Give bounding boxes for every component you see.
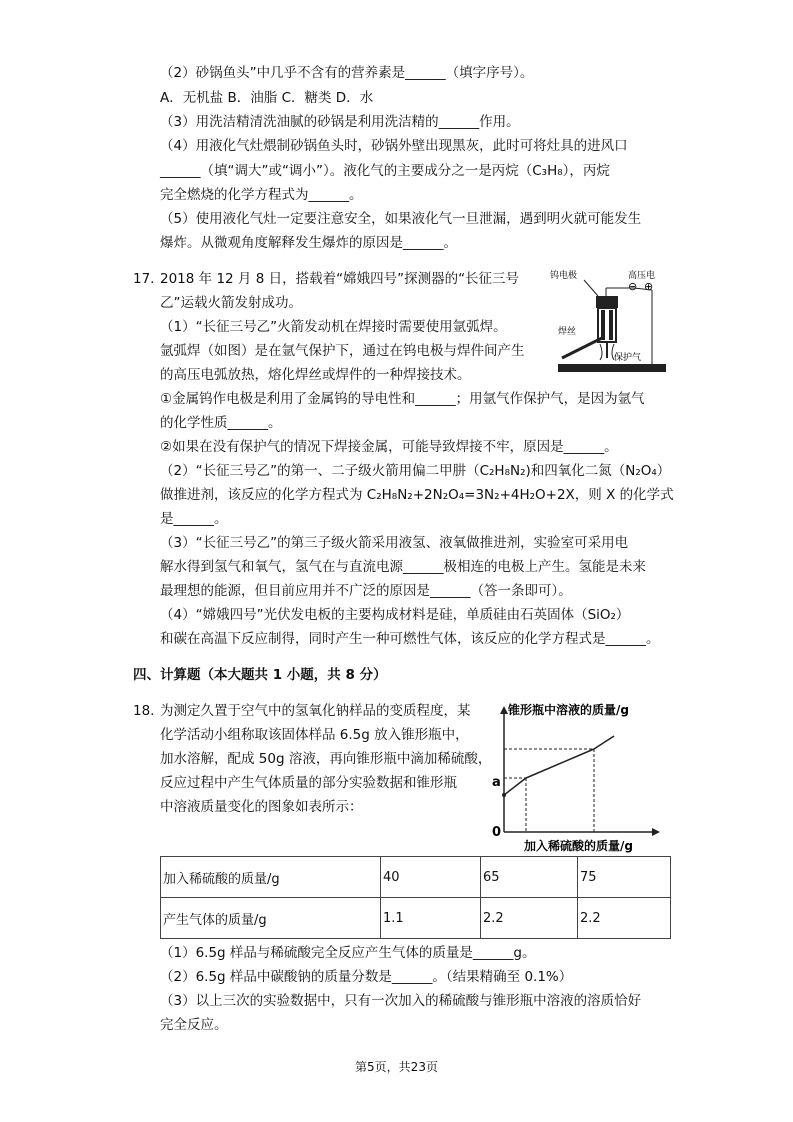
- q17-line13: 解水得到氢气和氧气，氢气在与直流电源______极相连的电极上产生。氢能是未来: [160, 559, 646, 575]
- q17-line1: 2018 年 12 月 8 日，搭载着“嫦娥四号”探测器的“长征三号: [160, 271, 520, 287]
- gas-label: 保护气: [614, 353, 642, 363]
- q16-part2-options: A．无机盐 B．油脂 C．糖类 D．水: [160, 90, 374, 106]
- table-cell: 加入稀硫酸的质量/g: [161, 857, 381, 898]
- q18-line5: 中溶液质量变化的图象如表所示：: [160, 799, 363, 815]
- q16-part4-line1: （4）用液化气灶煨制砂锅鱼头时，砂锅外壁出现黑灰，此时可将灶具的进风口: [160, 138, 628, 154]
- q18-line4: 反应过程中产生气体质量的部分实验数据和锥形瓶: [160, 775, 457, 791]
- q18-sub2: （2）6.5g 样品中碳酸钠的质量分数是______。（结果精确至 0.1%）: [160, 969, 573, 985]
- graph-a-label: a: [492, 775, 501, 790]
- q17-line16: 和碳在高温下反应制得，同时产生一种可燃性气体，该反应的化学方程式是______。: [160, 631, 660, 647]
- q16-part5-line2: 爆炸。从微观角度解释发生爆炸的原因是______。: [160, 235, 457, 251]
- q16-part5-line1: （5）使用液化气灶一定要注意安全，如果液化气一旦泄漏，遇到明火就可能发生: [160, 211, 642, 227]
- experiment-data-table: [160, 856, 671, 939]
- q16-part2: （2）砂锅鱼头”中几乎不含有的营养素是______（填字序号）。: [160, 65, 534, 81]
- table-cell: 2.2: [481, 898, 578, 939]
- minus-terminal: ⊖: [628, 280, 638, 293]
- q17-number: 17.: [133, 271, 155, 287]
- argon-arc-welding-figure: [548, 268, 670, 383]
- plus-terminal: ⊕: [644, 280, 654, 293]
- q17-line6: ①金属钨作电极是利用了金属钨的导电性和______；用氩气作保护气，是因为氩气: [160, 391, 645, 407]
- q18-sub3-line2: 完全反应。: [160, 1017, 228, 1033]
- q18-line3: 加水溶解，配成 50g 溶液，再向锥形瓶中滴加稀硫酸，: [160, 751, 492, 767]
- wire-label: 焊丝: [558, 327, 577, 337]
- graph-y-label: 锥形瓶中溶液的质量/g: [508, 703, 629, 717]
- table-cell: 产生气体的质量/g: [161, 898, 381, 939]
- table-cell: 75: [578, 857, 671, 898]
- q17-line7: 的化学性质______。: [160, 415, 282, 431]
- q18-line2: 化学活动小组称取该固体样品 6.5g 放入锥形瓶中，: [160, 727, 469, 743]
- solution-mass-graph: [486, 700, 662, 854]
- high-voltage-label: 高压电: [628, 271, 656, 281]
- q17-line9: （2）“长征三号乙”的第一、二子级火箭用偏二甲肼（C₂H₈N₂)和四氧化二氮（N₂O₄）: [160, 463, 671, 479]
- q17-line2: 乙”运载火箭发射成功。: [160, 295, 302, 311]
- table-row: [161, 857, 671, 898]
- q18-line1: 为测定久置于空气中的氢氧化钠样品的变质程度，某: [160, 703, 471, 719]
- q18-number: 18.: [133, 703, 155, 719]
- q17-line15: （4）“嫦娥四号”光伏发电板的主要构成材料是硅，单质硅由石英固体（SiO₂）: [160, 607, 630, 623]
- q17-line10: 做推进剂，该反应的化学方程式为 C₂H₈N₂+2N₂O₄=3N₂+4H₂O+2X，则 X 的化学式: [160, 487, 674, 503]
- q16-part4-line2: ______（填“调大”或“调小”）。液化气的主要成分之一是丙烷（C₃H₈），丙烷: [160, 163, 610, 179]
- electrode-label: 钨电极: [550, 271, 578, 281]
- q16-part3: （3）用洗洁精清洗油腻的砂锅是利用洗洁精的______作用。: [160, 114, 520, 130]
- q18-sub1: （1）6.5g 样品与稀硫酸完全反应产生气体的质量是______g。: [160, 945, 536, 961]
- q17-line3: （1）“长征三号乙”火箭发动机在焊接时需要使用氩弧焊。: [160, 319, 507, 335]
- q17-line8: ②如果在没有保护气的情况下焊接金属，可能导致焊接不牢，原因是______。: [160, 439, 618, 455]
- table-cell: 40: [381, 857, 481, 898]
- section-title: 四、计算题（本大题共 1 小题，共 8 分）: [133, 667, 387, 683]
- table-cell: 2.2: [578, 898, 671, 939]
- q17-line11: 是______。: [160, 511, 228, 527]
- page-footer: 第5页，共23页: [355, 1060, 438, 1074]
- q17-line12: （3）“长征三号乙”的第三子级火箭采用液氢、液氧做推进剂，实验室可采用电: [160, 535, 629, 551]
- graph-x-label: 加入稀硫酸的质量/g: [524, 839, 633, 853]
- q18-sub3-line1: （3）以上三次的实验数据中，只有一次加入的稀硫酸与锥形瓶中溶液的溶质恰好: [160, 993, 642, 1009]
- table-row: [161, 898, 671, 939]
- q17-line14: 最理想的能源，但目前应用并不广泛的原因是______（答一条即可）。: [160, 583, 572, 599]
- q16-part4-line3: 完全燃烧的化学方程式为______。: [160, 187, 363, 203]
- graph-origin: 0: [492, 825, 502, 840]
- table-cell: 65: [481, 857, 578, 898]
- q17-line4: 氩弧焊（如图）是在氩气保护下，通过在钨电极与焊件间产生: [160, 343, 525, 359]
- q17-line5: 的高压电弧放热，熔化焊丝或焊件的一种焊接技术。: [160, 367, 471, 383]
- table-cell: 1.1: [381, 898, 481, 939]
